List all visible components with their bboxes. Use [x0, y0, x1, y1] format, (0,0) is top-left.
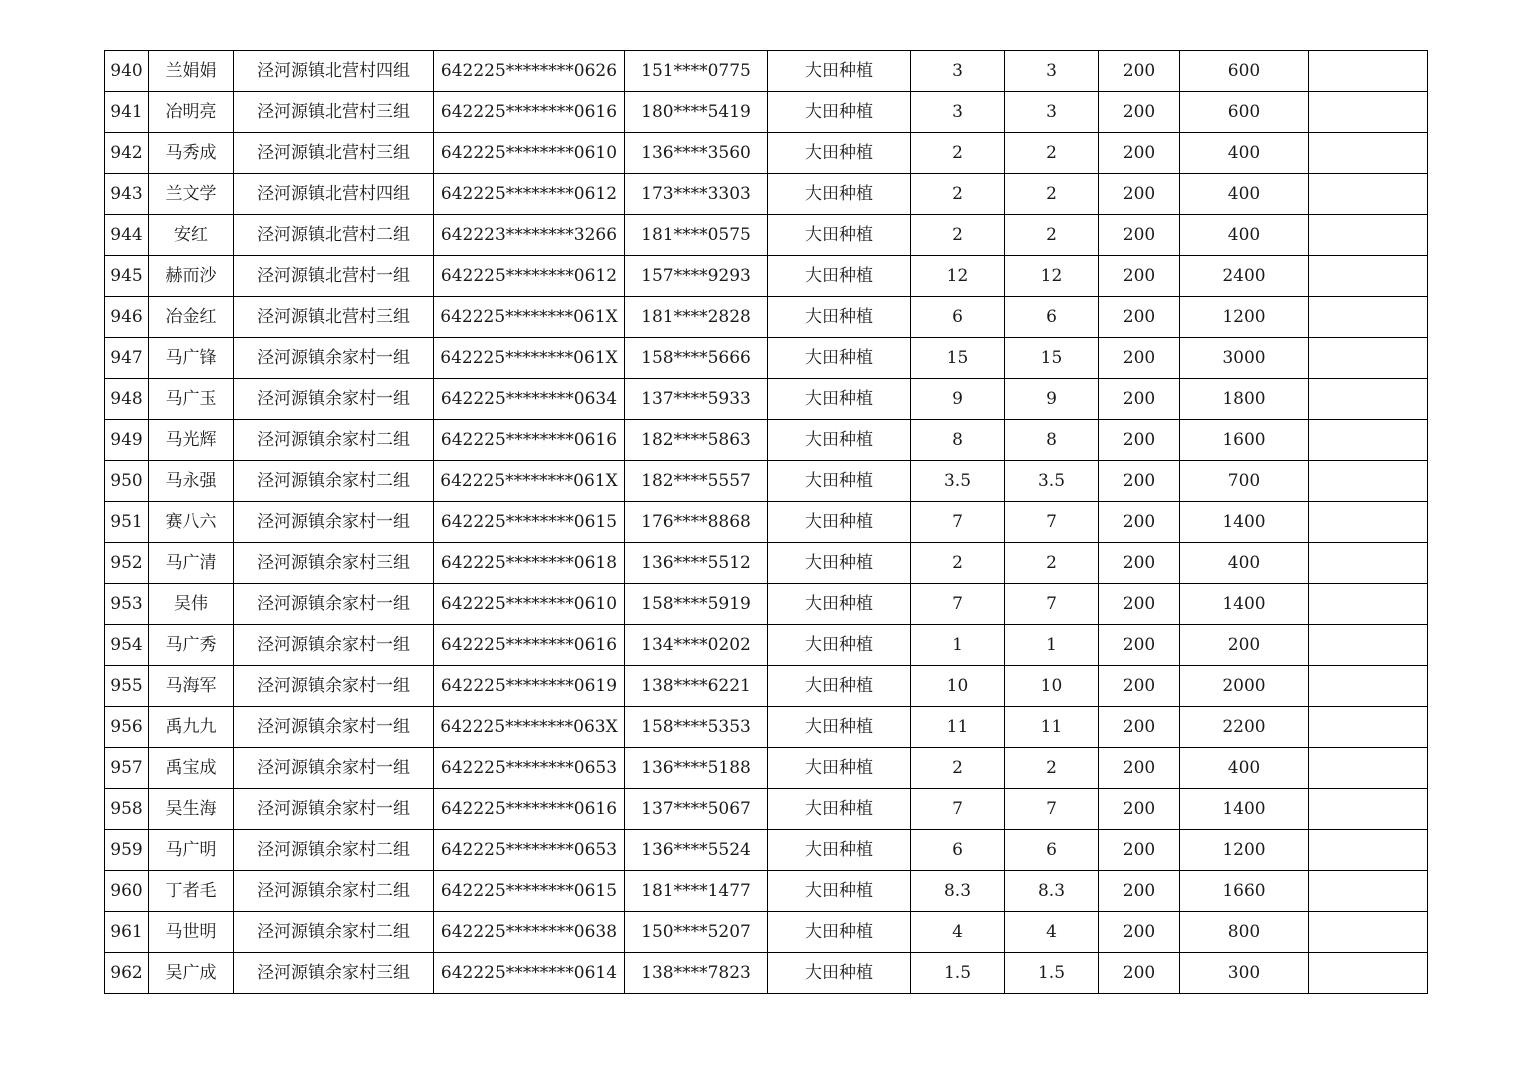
id-number-cell: 642225********061X	[434, 461, 625, 502]
table-row	[105, 748, 1428, 789]
phone-cell: 182****5557	[625, 461, 768, 502]
table-row	[105, 953, 1428, 994]
note-cell	[1309, 174, 1428, 215]
amount-cell: 1200	[1180, 297, 1309, 338]
verified-area-cell: 3	[1005, 92, 1099, 133]
row-number-cell: 957	[105, 748, 149, 789]
verified-area-cell: 7	[1005, 789, 1099, 830]
note-cell	[1309, 51, 1428, 92]
area-cell: 2	[911, 543, 1005, 584]
name-cell: 禹九九	[149, 707, 234, 748]
address-cell: 泾河源镇余家村一组	[234, 789, 434, 830]
name-cell: 冶金红	[149, 297, 234, 338]
amount-cell: 1400	[1180, 502, 1309, 543]
verified-area-cell: 3.5	[1005, 461, 1099, 502]
note-cell	[1309, 133, 1428, 174]
phone-cell: 136****5524	[625, 830, 768, 871]
row-number-cell: 954	[105, 625, 149, 666]
name-cell: 吴广成	[149, 953, 234, 994]
id-number-cell: 642225********0653	[434, 748, 625, 789]
phone-cell: 181****0575	[625, 215, 768, 256]
amount-cell: 600	[1180, 51, 1309, 92]
table-row	[105, 461, 1428, 502]
rate-cell: 200	[1099, 133, 1180, 174]
amount-cell: 2400	[1180, 256, 1309, 297]
address-cell: 泾河源镇北营村三组	[234, 297, 434, 338]
row-number-cell: 958	[105, 789, 149, 830]
row-number-cell: 962	[105, 953, 149, 994]
note-cell	[1309, 338, 1428, 379]
amount-cell: 400	[1180, 174, 1309, 215]
rate-cell: 200	[1099, 379, 1180, 420]
amount-cell: 1600	[1180, 420, 1309, 461]
phone-cell: 136****5512	[625, 543, 768, 584]
row-number-cell: 942	[105, 133, 149, 174]
amount-cell: 400	[1180, 133, 1309, 174]
id-number-cell: 642225********0616	[434, 789, 625, 830]
rate-cell: 200	[1099, 666, 1180, 707]
verified-area-cell: 6	[1005, 830, 1099, 871]
area-cell: 3	[911, 51, 1005, 92]
area-cell: 6	[911, 297, 1005, 338]
area-cell: 1.5	[911, 953, 1005, 994]
verified-area-cell: 8	[1005, 420, 1099, 461]
crop-type-cell: 大田种植	[768, 92, 911, 133]
table-row	[105, 338, 1428, 379]
rate-cell: 200	[1099, 584, 1180, 625]
row-number-cell: 945	[105, 256, 149, 297]
crop-type-cell: 大田种植	[768, 748, 911, 789]
note-cell	[1309, 666, 1428, 707]
phone-cell: 136****3560	[625, 133, 768, 174]
verified-area-cell: 2	[1005, 748, 1099, 789]
table-row	[105, 420, 1428, 461]
address-cell: 泾河源镇余家村二组	[234, 830, 434, 871]
name-cell: 兰文学	[149, 174, 234, 215]
area-cell: 3.5	[911, 461, 1005, 502]
note-cell	[1309, 953, 1428, 994]
rate-cell: 200	[1099, 174, 1180, 215]
table-row	[105, 707, 1428, 748]
amount-cell: 1660	[1180, 871, 1309, 912]
phone-cell: 173****3303	[625, 174, 768, 215]
table-row	[105, 666, 1428, 707]
address-cell: 泾河源镇余家村一组	[234, 625, 434, 666]
id-number-cell: 642225********0615	[434, 871, 625, 912]
crop-type-cell: 大田种植	[768, 174, 911, 215]
name-cell: 马广锋	[149, 338, 234, 379]
note-cell	[1309, 297, 1428, 338]
row-number-cell: 946	[105, 297, 149, 338]
verified-area-cell: 11	[1005, 707, 1099, 748]
verified-area-cell: 4	[1005, 912, 1099, 953]
id-number-cell: 642223********3266	[434, 215, 625, 256]
crop-type-cell: 大田种植	[768, 666, 911, 707]
address-cell: 泾河源镇北营村一组	[234, 256, 434, 297]
id-number-cell: 642225********0615	[434, 502, 625, 543]
rate-cell: 200	[1099, 256, 1180, 297]
area-cell: 2	[911, 748, 1005, 789]
crop-type-cell: 大田种植	[768, 953, 911, 994]
verified-area-cell: 8.3	[1005, 871, 1099, 912]
address-cell: 泾河源镇余家村一组	[234, 748, 434, 789]
name-cell: 吴伟	[149, 584, 234, 625]
address-cell: 泾河源镇余家村二组	[234, 912, 434, 953]
rate-cell: 200	[1099, 953, 1180, 994]
note-cell	[1309, 379, 1428, 420]
name-cell: 马世明	[149, 912, 234, 953]
id-number-cell: 642225********0616	[434, 625, 625, 666]
area-cell: 10	[911, 666, 1005, 707]
id-number-cell: 642225********0612	[434, 174, 625, 215]
verified-area-cell: 2	[1005, 133, 1099, 174]
area-cell: 2	[911, 215, 1005, 256]
crop-type-cell: 大田种植	[768, 502, 911, 543]
id-number-cell: 642225********0616	[434, 92, 625, 133]
area-cell: 7	[911, 584, 1005, 625]
address-cell: 泾河源镇余家村三组	[234, 953, 434, 994]
crop-type-cell: 大田种植	[768, 379, 911, 420]
amount-cell: 800	[1180, 912, 1309, 953]
crop-type-cell: 大田种植	[768, 297, 911, 338]
note-cell	[1309, 707, 1428, 748]
area-cell: 15	[911, 338, 1005, 379]
phone-cell: 150****5207	[625, 912, 768, 953]
address-cell: 泾河源镇北营村四组	[234, 51, 434, 92]
crop-type-cell: 大田种植	[768, 912, 911, 953]
phone-cell: 180****5419	[625, 92, 768, 133]
address-cell: 泾河源镇北营村二组	[234, 215, 434, 256]
area-cell: 8.3	[911, 871, 1005, 912]
name-cell: 冶明亮	[149, 92, 234, 133]
phone-cell: 181****1477	[625, 871, 768, 912]
roster-table-body	[105, 51, 1428, 994]
table-row	[105, 625, 1428, 666]
row-number-cell: 941	[105, 92, 149, 133]
table-row	[105, 912, 1428, 953]
name-cell: 禹宝成	[149, 748, 234, 789]
id-number-cell: 642225********063X	[434, 707, 625, 748]
phone-cell: 134****0202	[625, 625, 768, 666]
crop-type-cell: 大田种植	[768, 215, 911, 256]
table-row	[105, 92, 1428, 133]
amount-cell: 2200	[1180, 707, 1309, 748]
note-cell	[1309, 543, 1428, 584]
name-cell: 马光辉	[149, 420, 234, 461]
rate-cell: 200	[1099, 748, 1180, 789]
row-number-cell: 955	[105, 666, 149, 707]
phone-cell: 136****5188	[625, 748, 768, 789]
verified-area-cell: 1	[1005, 625, 1099, 666]
note-cell	[1309, 912, 1428, 953]
id-number-cell: 642225********0610	[434, 133, 625, 174]
area-cell: 2	[911, 174, 1005, 215]
note-cell	[1309, 789, 1428, 830]
rate-cell: 200	[1099, 789, 1180, 830]
rate-cell: 200	[1099, 707, 1180, 748]
table-row	[105, 789, 1428, 830]
address-cell: 泾河源镇余家村一组	[234, 666, 434, 707]
address-cell: 泾河源镇北营村三组	[234, 92, 434, 133]
row-number-cell: 959	[105, 830, 149, 871]
table-row	[105, 871, 1428, 912]
id-number-cell: 642225********0610	[434, 584, 625, 625]
area-cell: 8	[911, 420, 1005, 461]
verified-area-cell: 6	[1005, 297, 1099, 338]
area-cell: 7	[911, 502, 1005, 543]
amount-cell: 700	[1180, 461, 1309, 502]
phone-cell: 158****5919	[625, 584, 768, 625]
name-cell: 马广秀	[149, 625, 234, 666]
address-cell: 泾河源镇余家村三组	[234, 543, 434, 584]
row-number-cell: 950	[105, 461, 149, 502]
table-row	[105, 584, 1428, 625]
row-number-cell: 949	[105, 420, 149, 461]
table-row	[105, 51, 1428, 92]
id-number-cell: 642225********061X	[434, 297, 625, 338]
id-number-cell: 642225********0634	[434, 379, 625, 420]
row-number-cell: 943	[105, 174, 149, 215]
note-cell	[1309, 215, 1428, 256]
area-cell: 1	[911, 625, 1005, 666]
rate-cell: 200	[1099, 215, 1180, 256]
area-cell: 6	[911, 830, 1005, 871]
crop-type-cell: 大田种植	[768, 871, 911, 912]
note-cell	[1309, 584, 1428, 625]
phone-cell: 181****2828	[625, 297, 768, 338]
phone-cell: 158****5353	[625, 707, 768, 748]
crop-type-cell: 大田种植	[768, 543, 911, 584]
address-cell: 泾河源镇北营村四组	[234, 174, 434, 215]
address-cell: 泾河源镇余家村一组	[234, 379, 434, 420]
phone-cell: 176****8868	[625, 502, 768, 543]
verified-area-cell: 2	[1005, 543, 1099, 584]
verified-area-cell: 7	[1005, 584, 1099, 625]
crop-type-cell: 大田种植	[768, 420, 911, 461]
name-cell: 马广清	[149, 543, 234, 584]
table-row	[105, 256, 1428, 297]
name-cell: 吴生海	[149, 789, 234, 830]
phone-cell: 182****5863	[625, 420, 768, 461]
amount-cell: 3000	[1180, 338, 1309, 379]
address-cell: 泾河源镇余家村二组	[234, 871, 434, 912]
name-cell: 丁者毛	[149, 871, 234, 912]
name-cell: 赫而沙	[149, 256, 234, 297]
id-number-cell: 642225********0619	[434, 666, 625, 707]
verified-area-cell: 1.5	[1005, 953, 1099, 994]
rate-cell: 200	[1099, 338, 1180, 379]
id-number-cell: 642225********0653	[434, 830, 625, 871]
row-number-cell: 940	[105, 51, 149, 92]
address-cell: 泾河源镇余家村二组	[234, 461, 434, 502]
address-cell: 泾河源镇北营村三组	[234, 133, 434, 174]
rate-cell: 200	[1099, 912, 1180, 953]
rate-cell: 200	[1099, 461, 1180, 502]
row-number-cell: 956	[105, 707, 149, 748]
phone-cell: 151****0775	[625, 51, 768, 92]
area-cell: 12	[911, 256, 1005, 297]
verified-area-cell: 3	[1005, 51, 1099, 92]
amount-cell: 600	[1180, 92, 1309, 133]
note-cell	[1309, 420, 1428, 461]
amount-cell: 1400	[1180, 584, 1309, 625]
verified-area-cell: 12	[1005, 256, 1099, 297]
row-number-cell: 952	[105, 543, 149, 584]
amount-cell: 1800	[1180, 379, 1309, 420]
note-cell	[1309, 502, 1428, 543]
amount-cell: 300	[1180, 953, 1309, 994]
table-row	[105, 502, 1428, 543]
note-cell	[1309, 461, 1428, 502]
row-number-cell: 948	[105, 379, 149, 420]
address-cell: 泾河源镇余家村二组	[234, 420, 434, 461]
table-row	[105, 297, 1428, 338]
rate-cell: 200	[1099, 625, 1180, 666]
id-number-cell: 642225********0618	[434, 543, 625, 584]
amount-cell: 2000	[1180, 666, 1309, 707]
amount-cell: 200	[1180, 625, 1309, 666]
area-cell: 7	[911, 789, 1005, 830]
verified-area-cell: 15	[1005, 338, 1099, 379]
name-cell: 马永强	[149, 461, 234, 502]
note-cell	[1309, 748, 1428, 789]
verified-area-cell: 2	[1005, 215, 1099, 256]
rate-cell: 200	[1099, 543, 1180, 584]
row-number-cell: 947	[105, 338, 149, 379]
id-number-cell: 642225********0626	[434, 51, 625, 92]
table-row	[105, 133, 1428, 174]
amount-cell: 400	[1180, 748, 1309, 789]
rate-cell: 200	[1099, 420, 1180, 461]
amount-cell: 400	[1180, 215, 1309, 256]
table-row	[105, 174, 1428, 215]
verified-area-cell: 7	[1005, 502, 1099, 543]
crop-type-cell: 大田种植	[768, 789, 911, 830]
crop-type-cell: 大田种植	[768, 584, 911, 625]
name-cell: 马海军	[149, 666, 234, 707]
row-number-cell: 953	[105, 584, 149, 625]
name-cell: 马广玉	[149, 379, 234, 420]
area-cell: 2	[911, 133, 1005, 174]
crop-type-cell: 大田种植	[768, 707, 911, 748]
address-cell: 泾河源镇余家村一组	[234, 502, 434, 543]
name-cell: 马广明	[149, 830, 234, 871]
area-cell: 4	[911, 912, 1005, 953]
row-number-cell: 951	[105, 502, 149, 543]
crop-type-cell: 大田种植	[768, 830, 911, 871]
table-row	[105, 379, 1428, 420]
id-number-cell: 642225********0638	[434, 912, 625, 953]
note-cell	[1309, 830, 1428, 871]
phone-cell: 157****9293	[625, 256, 768, 297]
subsidy-roster-table	[104, 50, 1428, 994]
address-cell: 泾河源镇余家村一组	[234, 707, 434, 748]
id-number-cell: 642225********0616	[434, 420, 625, 461]
id-number-cell: 642225********0614	[434, 953, 625, 994]
name-cell: 马秀成	[149, 133, 234, 174]
area-cell: 9	[911, 379, 1005, 420]
verified-area-cell: 10	[1005, 666, 1099, 707]
verified-area-cell: 9	[1005, 379, 1099, 420]
rate-cell: 200	[1099, 297, 1180, 338]
crop-type-cell: 大田种植	[768, 256, 911, 297]
note-cell	[1309, 92, 1428, 133]
rate-cell: 200	[1099, 830, 1180, 871]
area-cell: 3	[911, 92, 1005, 133]
rate-cell: 200	[1099, 92, 1180, 133]
phone-cell: 138****6221	[625, 666, 768, 707]
table-row	[105, 543, 1428, 584]
crop-type-cell: 大田种植	[768, 625, 911, 666]
name-cell: 赛八六	[149, 502, 234, 543]
verified-area-cell: 2	[1005, 174, 1099, 215]
rate-cell: 200	[1099, 871, 1180, 912]
row-number-cell: 960	[105, 871, 149, 912]
rate-cell: 200	[1099, 51, 1180, 92]
id-number-cell: 642225********0612	[434, 256, 625, 297]
rate-cell: 200	[1099, 502, 1180, 543]
phone-cell: 137****5067	[625, 789, 768, 830]
name-cell: 安红	[149, 215, 234, 256]
crop-type-cell: 大田种植	[768, 133, 911, 174]
id-number-cell: 642225********061X	[434, 338, 625, 379]
address-cell: 泾河源镇余家村一组	[234, 338, 434, 379]
row-number-cell: 961	[105, 912, 149, 953]
name-cell: 兰娟娟	[149, 51, 234, 92]
amount-cell: 400	[1180, 543, 1309, 584]
area-cell: 11	[911, 707, 1005, 748]
crop-type-cell: 大田种植	[768, 461, 911, 502]
phone-cell: 158****5666	[625, 338, 768, 379]
table-row	[105, 215, 1428, 256]
amount-cell: 1200	[1180, 830, 1309, 871]
address-cell: 泾河源镇余家村一组	[234, 584, 434, 625]
crop-type-cell: 大田种植	[768, 51, 911, 92]
table-row	[105, 830, 1428, 871]
phone-cell: 137****5933	[625, 379, 768, 420]
amount-cell: 1400	[1180, 789, 1309, 830]
note-cell	[1309, 256, 1428, 297]
note-cell	[1309, 871, 1428, 912]
phone-cell: 138****7823	[625, 953, 768, 994]
note-cell	[1309, 625, 1428, 666]
crop-type-cell: 大田种植	[768, 338, 911, 379]
row-number-cell: 944	[105, 215, 149, 256]
